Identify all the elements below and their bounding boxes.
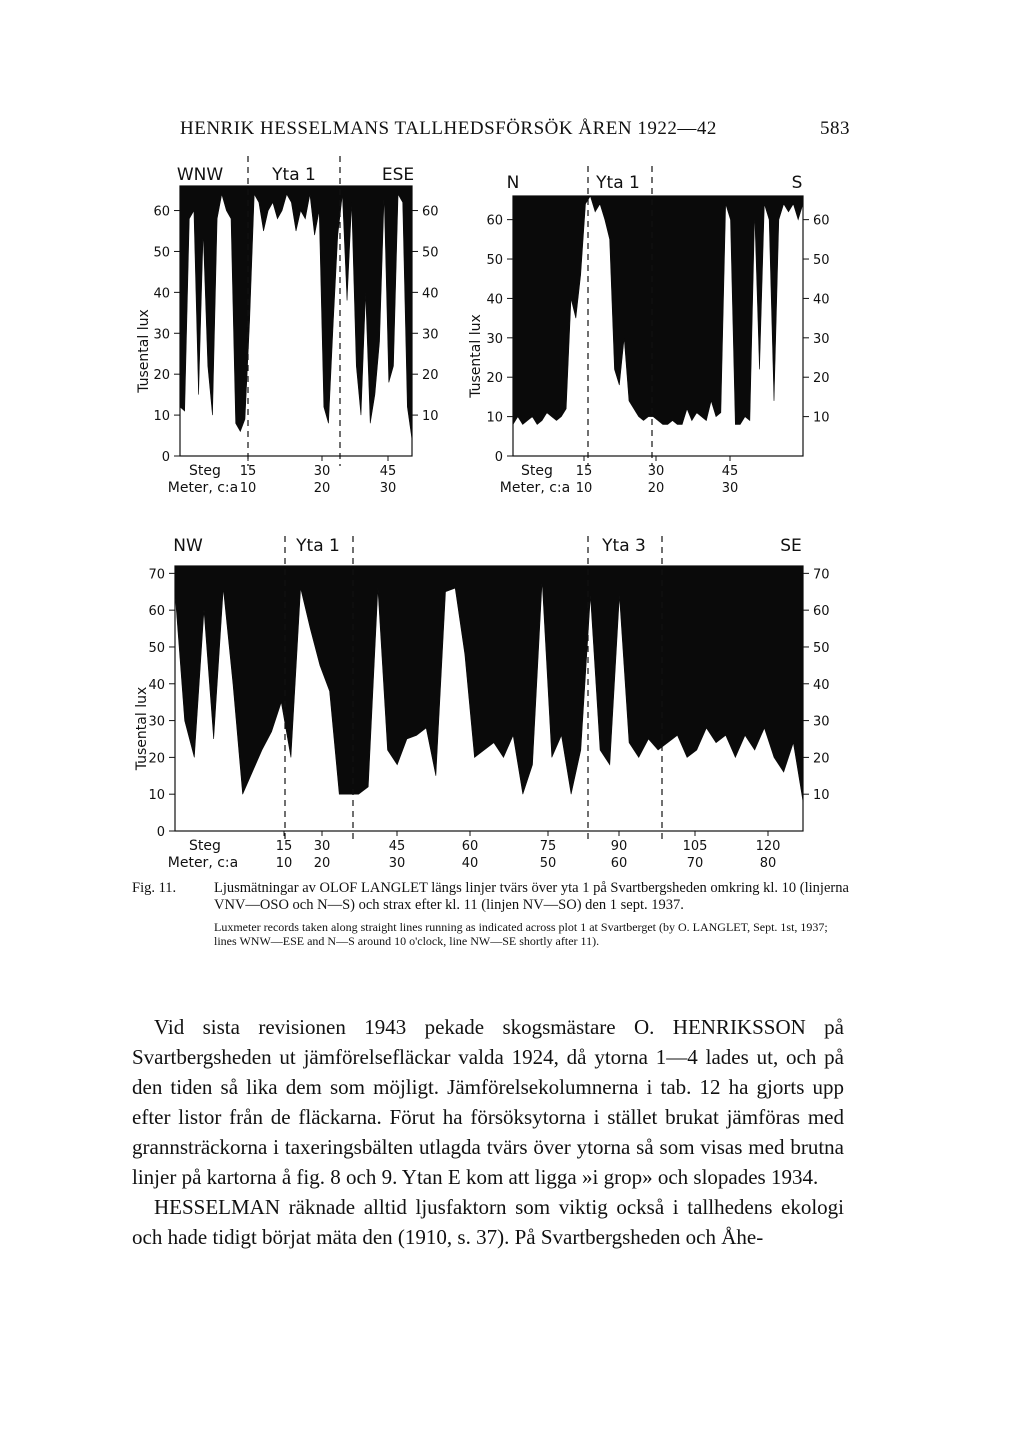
chart-header-label: Yta 3 [602, 536, 646, 556]
y-axis-label: Tusental lux [136, 309, 152, 393]
x-tick-label-meter: 30 [388, 856, 406, 870]
y-tick-label-right: 10 [813, 410, 830, 426]
x-tick-label-meter: 10 [275, 856, 293, 870]
y-tick-label: 10 [486, 410, 503, 426]
y-tick-label: 60 [153, 204, 170, 220]
caption-english: Luxmeter records taken along straight lines running as indicated across plot 1 at Svartberget (by O. LANGLET, Sept. 1st, 1937; lines WNW—ESE and N—S around 10 o'clock, line NW—SE shortly after 11). [214, 920, 828, 948]
chart-header-label: WNW [176, 165, 224, 185]
x-tick-label-meter: 80 [759, 856, 777, 870]
y-tick-label: 20 [148, 751, 165, 767]
x-tick-label: 60 [461, 839, 479, 854]
x-row2-label: Meter, c:a [499, 480, 571, 496]
chart-header-label: ESE [381, 165, 415, 185]
page-number: 583 [820, 118, 850, 139]
x-tick-label-meter: 70 [686, 856, 704, 870]
chart-header-label: S [791, 173, 803, 193]
y-tick-label-right: 30 [422, 327, 439, 343]
y-tick-label: 0 [494, 450, 503, 465]
y-tick-label-right: 40 [813, 292, 830, 308]
x-tick-label-meter: 60 [610, 856, 628, 870]
y-tick-label: 70 [148, 567, 165, 583]
paragraph: Vid sista revisionen 1943 pekade skogsmästare O. HENRIKSSON på Svartbergsheden ut jämförelsefläckar valda 1924, då ytorna 1—4 lades ut, och på den tiden så lika dem som möjligt. Jämförelsekolumnerna i tab. 12 ha gjorts upp efter listor från de fläckarna. Förut ha försöksytorna i stället brukat jämföras med grannsträckorna i taxeringsbälten utlagda tvärs över ytorna så som visas med brutna linjer på kartorna å fig. 8 och 9. Ytan E kom att ligga »i grop» och slopades 1934. [132, 1015, 844, 1189]
y-tick-label-right: 30 [813, 714, 830, 730]
x-row1-label: Steg [189, 838, 221, 854]
x-tick-label: 15 [575, 464, 593, 479]
x-tick-label: 90 [610, 839, 628, 854]
y-tick-label: 60 [148, 604, 165, 620]
caption-label: Fig. 11. [132, 880, 177, 896]
chart-2 [468, 166, 830, 496]
y-tick-label-right: 20 [813, 751, 830, 767]
y-tick-label: 30 [153, 327, 170, 343]
y-tick-label-right: 40 [422, 286, 439, 302]
y-tick-label-right: 10 [422, 409, 439, 425]
y-tick-label: 20 [153, 368, 170, 384]
figure-caption [132, 880, 852, 948]
data-series-area [513, 196, 803, 424]
y-tick-label-right: 50 [422, 245, 439, 261]
y-tick-label: 0 [161, 450, 170, 465]
y-tick-label: 50 [148, 640, 165, 656]
y-tick-label: 50 [153, 245, 170, 261]
x-tick-label-meter: 10 [575, 481, 593, 496]
chart-header-label: N [506, 173, 520, 193]
x-tick-label-meter: 20 [313, 481, 331, 496]
body-text [132, 1012, 844, 1252]
chart-header-label: Yta 1 [272, 165, 316, 185]
x-row1-label: Steg [189, 463, 221, 479]
x-tick-label-meter: 20 [313, 856, 331, 870]
y-tick-label: 10 [153, 409, 170, 425]
y-tick-label: 40 [153, 286, 170, 302]
x-tick-label: 15 [275, 839, 293, 854]
data-series-area [175, 566, 803, 802]
y-tick-label: 10 [148, 788, 165, 804]
x-tick-label: 30 [313, 464, 331, 479]
paragraph: HESSELMAN räknade alltid ljusfaktorn som viktig också i tallhedens ekologi och hade tidigt börjat mäta den (1910, s. 37). På Svartbergsheden och Åhe- [132, 1195, 844, 1249]
chart-header-label: Yta 1 [596, 173, 640, 193]
x-tick-label: 45 [388, 839, 406, 854]
x-tick-label-meter: 40 [461, 856, 479, 870]
x-tick-label: 30 [313, 839, 331, 854]
y-tick-label: 50 [486, 253, 503, 269]
y-tick-label-right: 10 [813, 788, 830, 804]
x-row2-label: Meter, c:a [167, 480, 239, 496]
caption-swedish: Ljusmätningar av OLOF LANGLET längs linjer tvärs över yta 1 på Svartbergsheden omkring kl. 10 (linjerna VNV—OSO och N—S) och strax efter kl. 11 (linjen NV—SO) den 1 sept. 1937. [214, 880, 849, 913]
x-row2-label: Meter, c:a [167, 855, 239, 870]
chart-header-label: SE [780, 536, 802, 556]
x-tick-label: 45 [721, 464, 739, 479]
y-tick-label-right: 30 [813, 331, 830, 347]
y-axis-label: Tusental lux [134, 686, 150, 771]
chart-header-label: Yta 1 [296, 536, 340, 556]
y-tick-label-right: 20 [422, 368, 439, 384]
y-tick-label: 30 [486, 331, 503, 347]
y-axis-label: Tusental lux [468, 314, 484, 398]
x-tick-label-meter: 10 [239, 481, 257, 496]
x-tick-label-meter: 30 [379, 481, 397, 496]
y-tick-label-right: 40 [813, 677, 830, 693]
x-tick-label: 30 [647, 464, 665, 479]
x-row1-label: Steg [521, 463, 553, 479]
x-tick-label: 75 [539, 839, 557, 854]
x-tick-label: 105 [682, 839, 708, 854]
y-tick-label: 60 [486, 213, 503, 229]
y-tick-label-right: 50 [813, 253, 830, 269]
chart-3 [134, 536, 830, 870]
x-tick-label: 120 [755, 839, 781, 854]
chart-1 [136, 156, 439, 496]
x-tick-label-meter: 30 [721, 481, 739, 496]
y-tick-label-right: 60 [813, 604, 830, 620]
y-tick-label: 40 [486, 292, 503, 308]
y-tick-label-right: 50 [813, 640, 830, 656]
running-head-title: HENRIK HESSELMANS TALLHEDSFÖRSÖK ÅREN 1922—42 [180, 118, 717, 139]
x-tick-label: 45 [379, 464, 397, 479]
x-tick-label-meter: 50 [539, 856, 557, 870]
x-tick-label: 15 [239, 464, 257, 479]
y-tick-label-right: 70 [813, 567, 830, 583]
y-tick-label: 30 [148, 714, 165, 730]
y-tick-label: 0 [156, 825, 165, 840]
y-tick-label: 20 [486, 371, 503, 387]
y-tick-label-right: 60 [813, 213, 830, 229]
chart-header-label: NW [173, 536, 203, 556]
y-tick-label-right: 60 [422, 204, 439, 220]
y-tick-label-right: 20 [813, 371, 830, 387]
x-tick-label-meter: 20 [647, 481, 665, 496]
data-series-area [180, 186, 412, 440]
y-tick-label: 40 [148, 677, 165, 693]
